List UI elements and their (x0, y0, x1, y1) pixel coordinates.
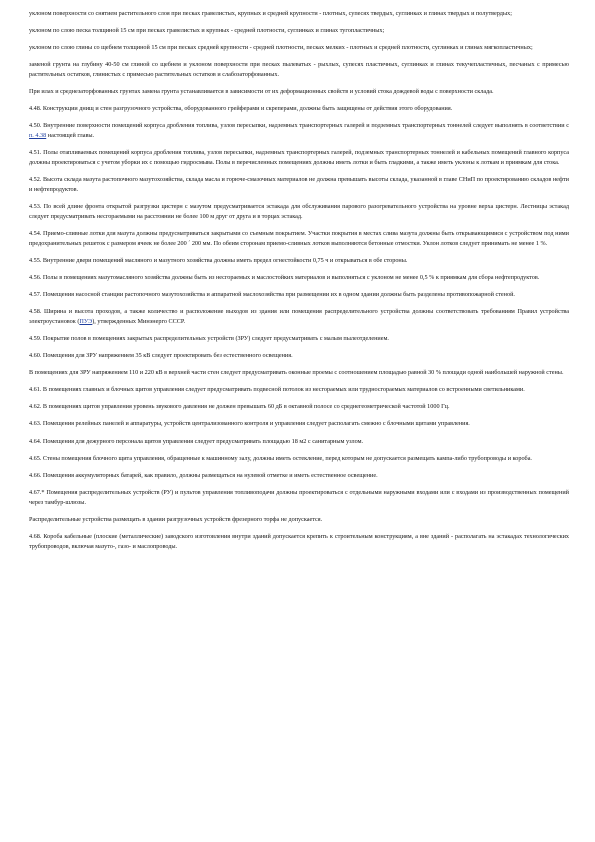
paragraph (29, 334, 569, 344)
paragraph-text: В помещениях для ЗРУ напряжением 110 и 220 кВ в верхней части стен следует предусматривать оконные проемы с соотношением площадью равной 30 % площади одной наибольшей наружной стены. (29, 369, 564, 377)
paragraph-text-tail: ), утвержденных Минэнерго СССР. (92, 317, 186, 325)
paragraph-text: 4.55. Внутренние двери помещений масляного и мазутного хозяйства должны иметь предел огнестойкости 0,75 ч и открываться в обе стороны. (29, 256, 408, 264)
paragraph (29, 515, 569, 525)
paragraph (29, 256, 569, 266)
paragraph (29, 351, 569, 361)
paragraph-text: 4.65. Стены помещения блочного щита управления, обращенные к машинному залу, должны иметь остекление, перед которым не допускается размещать кампа-либо трубопроводы и короба. (29, 454, 532, 462)
paragraph-text: 4.58. Ширина и высота проходов, а также количество и расположение выходов из здания или помещения распределительного устройства должны соответствовать требованиям Правил устройства электроустановок ( (29, 308, 569, 325)
paragraph (29, 402, 569, 412)
paragraph-text: уклоном поверхности со снятием растительного слоя при песках гравелистых, крупных и средней крупности - плотных, супесях твердых, суглинках и глинах твердых и полутвердых; (29, 10, 512, 17)
paragraph-text: 4.67.* Помещения распределительных устройств (РУ) и пультов управления топливоподачи должны проектироваться с отдельными наружными входами или с входами из производственных помещений через тамбур-шлюзы. (29, 488, 569, 506)
paragraph-text: 4.61. В помещениях главных и блочных щитов управления следует предусматривать подвесной потолок из несгораемых или трудносгораемых материалов со встроенными светильниками. (29, 386, 525, 394)
paragraph-text: 4.66. Помещения аккумуляторных батарей, как правило, должны размещаться на нулевой отметке и иметь естественное освещение. (29, 471, 378, 479)
paragraph-text: 4.64. Помещения для дежурного персонала щитов управления следует предусматривать площадью 18 м2 с санитарным узлом. (29, 437, 364, 445)
paragraph (29, 471, 569, 481)
paragraph (29, 488, 569, 508)
paragraph (29, 43, 569, 53)
paragraph-text: уклоном по слою песка толщиной 15 см при песках гравелистых и крупных - средней плотности, суглинках и глинах тугопластичных; (29, 27, 385, 35)
paragraph (29, 26, 569, 36)
paragraph-text: 4.57. Помещения насосной станции растопочного мазутохозяйства и аппаратной маслохозяйства при размещении их в одном здании должны быть разделены противопожарной стеной. (29, 291, 515, 298)
paragraph-text: 4.48. Конструкции днищ и стен разгрузочного устройства, оборудованного грейферами и скреперами, должны быть защищены от действия этого оборудования. (29, 105, 453, 113)
paragraph (29, 454, 569, 464)
paragraph-text: 4.56. Полы в помещениях мазутомасляного хозяйства должны быть из несгораемых и маслостойких материалов и выполняться с уклоном не менее 0,5 % к приямкам для сбора нефтепродуктов. (29, 273, 540, 281)
paragraph (29, 437, 569, 447)
paragraph (29, 104, 569, 114)
paragraph-text: 4.52. Высота склада мазута растопочного мазутохозяйства, склада масла и горюче-смазочных материалов не должна превышать высоты склада, указанной в главе СНиП по проектированию складов нефти и нефтепродуктов. (29, 176, 569, 193)
paragraph (29, 290, 569, 300)
paragraph-text: 4.51. Полы отапливаемых помещений корпуса дробления топлива, узлов пересыпки, надземных транспортерных галерей, подземных транспортерных тоннелей и кабельных помещений главного корпуса должны проектироваться с учетом уборки их с помощью гидросмыва. Полы в перечисленных помещениях должны иметь лотки и быть гладкими, а также иметь уклоны к лоткам и приямкам для стока. (29, 149, 569, 167)
paragraph (29, 60, 569, 80)
paragraph-text: заменой грунта на глубину 40-50 см глиной со щебнем и уклоном поверхности при песках пылеватых - рыхлых, супесях пластичных, суглинках и глинах текучепластичных, песчаных с примесью растительных остатков, глинистых с примесью растительных остатков и слабозаторфованных. (29, 61, 569, 79)
paragraph (29, 148, 569, 168)
paragraph (29, 175, 569, 195)
paragraph (29, 202, 569, 222)
paragraph (29, 229, 569, 249)
paragraph (29, 385, 569, 395)
document-body (29, 9, 569, 559)
paragraph (29, 532, 569, 552)
paragraph (29, 87, 569, 97)
paragraph-text: Распределительные устройства размещать в здании разгрузочных устройств фрезерного торфа не допускается. (29, 515, 323, 523)
paragraph-text: 4.53. По всей длине фронта открытой разгрузки цистерн с мазутом предусматривается эстакада для обслуживания парового разогревательного устройства на уровне верха цистерн. Лестницы эстакад следует предусматривать несгораемыми на расстоянии не более 100 м друг от друга и в торцах эстакад. (29, 203, 569, 220)
paragraph-text: 4.62. В помещениях щитов управления уровень звукового давления не должен превышать 60 дБ в октавной полосе со среднегеометрической частотой 1000 Гц. (29, 403, 450, 411)
paragraph (29, 273, 569, 283)
paragraph-text: 4.50. Внутренние поверхности помещений корпуса дробления топлива, узлов пересыпки, надземных транспортерных галерей и подземных транспортерных тоннелей следует выполнять в соответствии с (29, 122, 569, 130)
reference-link[interactable]: ПУЭ (79, 317, 93, 325)
paragraph-text: уклоном по слою глины со щебнем толщиной 15 см при песках средней крупности - средней плотности, песках мелких - плотных и средней плотности, суглинках и глинах мягкопластичных; (29, 44, 533, 52)
paragraph-text: При илах и среднезаторфованных грунтах замена грунта устанавливается в зависимости от их деформационных свойств и условий стока дождевой воды с поверхности склада. (29, 88, 494, 96)
paragraph-text: 4.59. Покрытие полов в помещениях закрытых распределительных устройств (ЗРУ) следует предусматривать с малым пылеотделением. (29, 334, 389, 342)
paragraph-text: 4.54. Приемо-сливные лотки для мазута должны предусматриваться закрытыми со съемным покрытием. Участки покрытия в местах слива мазута должны быть открывающимися с устройством под ними предохранительных решеток с размером ячеек не более 200 ´ 200 мм. По обеим сторонам приемо-сливных лотков выполняются бетонные отмостки. Уклон лотков следует принимать не менее 1 %. (29, 229, 569, 247)
paragraph (29, 419, 569, 429)
paragraph (29, 121, 569, 141)
paragraph (29, 368, 569, 378)
paragraph (29, 9, 569, 19)
paragraph-text: 4.68. Короба кабельные (плоские (металлические) заводского изготовления внутри зданий допускается крепить к строительным конструкциям, а вне зданий - располагать на эстакадах технологических трубопроводов, включая мазуто-, газо- и маслопроводы. (29, 532, 569, 550)
paragraph (29, 307, 569, 327)
paragraph-text: 4.60. Помещения для ЗРУ напряжением 35 кВ следует проектировать без естественного освещения. (29, 352, 293, 360)
paragraph-text-tail: настоящей главы. (46, 132, 95, 140)
reference-link[interactable]: п. 4.38 (29, 132, 47, 140)
paragraph-text: 4.63. Помещения релейных панелей и аппаратуры, устройств централизованного контроля и управления следует располагать смежно с блочными щитами управления. (29, 420, 470, 428)
